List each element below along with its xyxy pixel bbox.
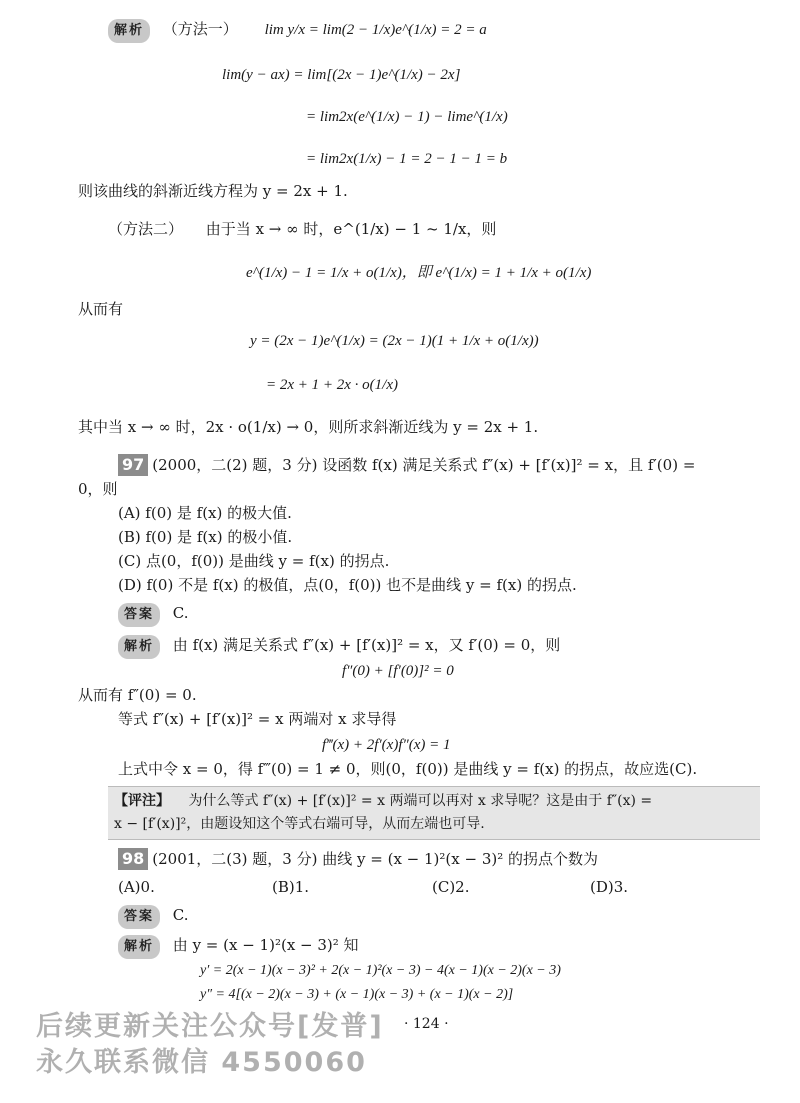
method-two-eq2: y = (2x − 1)e^(1/x) = (2x − 1)(1 + 1/x + o(1/x)) xyxy=(250,333,539,349)
method-two-eq3: = 2x + 1 + 2x · o(1/x) xyxy=(266,377,398,393)
analysis-badge: 解析 xyxy=(108,19,150,43)
method-one-label: （方法一） xyxy=(162,20,238,38)
method-one-eq2: lim(y − ax) = lim[(2x − 1)e^(1/x) − 2x] xyxy=(222,67,461,83)
method-two-eq1: e^(1/x) − 1 = 1/x + o(1/x)，即 e^(1/x) = 1 + 1/x + o(1/x) xyxy=(246,265,592,281)
q97-stem-line1 xyxy=(118,454,695,476)
q97-analysis-line4: 上式中令 x = 0，得 f‴(0) = 1 ≠ 0，则(0，f(0)) 是曲线 y = f(x) 的拐点，故应选(C). xyxy=(118,760,698,778)
method-two-label: （方法二） xyxy=(108,220,184,238)
q97-analysis-eq1: f″(0) + [f′(0)]² = 0 xyxy=(342,663,454,679)
watermark-line2: 永久联系微信 4550060 xyxy=(36,1047,367,1078)
method-two-conclusion: 其中当 x → ∞ 时，2x · o(1/x) → 0，则所求斜渐近线为 y = 2x + 1. xyxy=(78,418,539,436)
method-one-first-line xyxy=(108,18,487,43)
analysis-badge: 解析 xyxy=(118,635,160,659)
method-one-eq3: = lim2x(e^(1/x) − 1) − lime^(1/x) xyxy=(306,109,508,125)
analysis-badge: 解析 xyxy=(118,935,160,959)
q98-answer-line xyxy=(118,904,189,929)
q97-stem-text: (2000，二(2) 题，3 分) 设函数 f(x) 满足关系式 f″(x) + [f′(x)]² = x，且 f′(0) = xyxy=(152,456,696,474)
q98-option-b: (B)1. xyxy=(272,878,310,896)
method-two-intro: 由于当 x → ∞ 时，e^(1/x) − 1 ~ 1/x，则 xyxy=(205,220,497,238)
method-two-from: 从而有 xyxy=(78,300,124,318)
q98-option-a: (A)0. xyxy=(118,878,155,896)
q97-answer-line xyxy=(118,602,189,627)
q98-stem-text: (2001，二(3) 题，3 分) 曲线 y = (x − 1)²(x − 3)² 的拐点个数为 xyxy=(152,850,599,868)
q97-option-a: (A) f(0) 是 f(x) 的极大值. xyxy=(118,504,292,522)
q97-analysis-line1 xyxy=(118,634,560,659)
q98-number: 98 xyxy=(118,848,148,870)
q97-option-b: (B) f(0) 是 f(x) 的极小值. xyxy=(118,528,293,546)
q98-analysis-line1 xyxy=(118,934,359,959)
q98-answer: C. xyxy=(172,906,189,924)
q97-stem-line2: 0，则 xyxy=(78,480,118,498)
q97-option-c: (C) 点(0，f(0)) 是曲线 y = f(x) 的拐点. xyxy=(118,552,390,570)
q98-option-d: (D)3. xyxy=(590,878,629,896)
q97-analysis-line2: 从而有 f″(0) = 0. xyxy=(78,686,197,704)
note-line1 xyxy=(114,790,652,812)
q98-analysis-eq2: y″ = 4[(x − 2)(x − 3) + (x − 1)(x − 3) + (x − 1)(x − 2)] xyxy=(200,987,514,1002)
note-line2: x − [f′(x)]²，由题设知这个等式右端可导，从而左端也可导. xyxy=(114,816,485,832)
watermark-line1: 后续更新关注公众号[发普] xyxy=(36,1011,384,1042)
page-number: · 124 · xyxy=(404,1016,449,1032)
note-label: 【评注】 xyxy=(114,793,170,809)
q97-number: 97 xyxy=(118,454,148,476)
method-two-intro-line xyxy=(108,218,496,240)
note-text1: 为什么等式 f″(x) + [f′(x)]² = x 两端可以再对 x 求导呢？这是由于 f″(x) = xyxy=(188,793,653,809)
q97-analysis-text: 由 f(x) 满足关系式 f″(x) + [f′(x)]² = x，又 f′(0) = 0，则 xyxy=(172,636,561,654)
answer-badge: 答案 xyxy=(118,603,160,627)
q97-analysis-eq2: f‴(x) + 2f′(x)f″(x) = 1 xyxy=(322,737,451,753)
method-one-conclusion: 则该曲线的斜渐近线方程为 y = 2x + 1. xyxy=(78,182,348,200)
q97-answer: C. xyxy=(172,604,189,622)
q98-analysis-text: 由 y = (x − 1)²(x − 3)² 知 xyxy=(172,936,359,954)
q97-analysis-line3: 等式 f″(x) + [f′(x)]² = x 两端对 x 求导得 xyxy=(118,710,397,728)
q98-option-c: (C)2. xyxy=(432,878,470,896)
q98-analysis-eq1: y′ = 2(x − 1)(x − 3)² + 2(x − 1)²(x − 3) − 4(x − 1)(x − 2)(x − 3) xyxy=(200,963,561,978)
method-one-eq4: = lim2x(1/x) − 1 = 2 − 1 − 1 = b xyxy=(306,151,508,167)
note-box xyxy=(108,786,760,840)
q97-option-d: (D) f(0) 不是 f(x) 的极值，点(0，f(0)) 也不是曲线 y = f(x) 的拐点. xyxy=(118,576,577,594)
answer-badge: 答案 xyxy=(118,905,160,929)
q98-stem xyxy=(118,848,598,870)
method-one-eq1: lim y/x = lim(2 − 1/x)e^(1/x) = 2 = a xyxy=(264,22,487,38)
